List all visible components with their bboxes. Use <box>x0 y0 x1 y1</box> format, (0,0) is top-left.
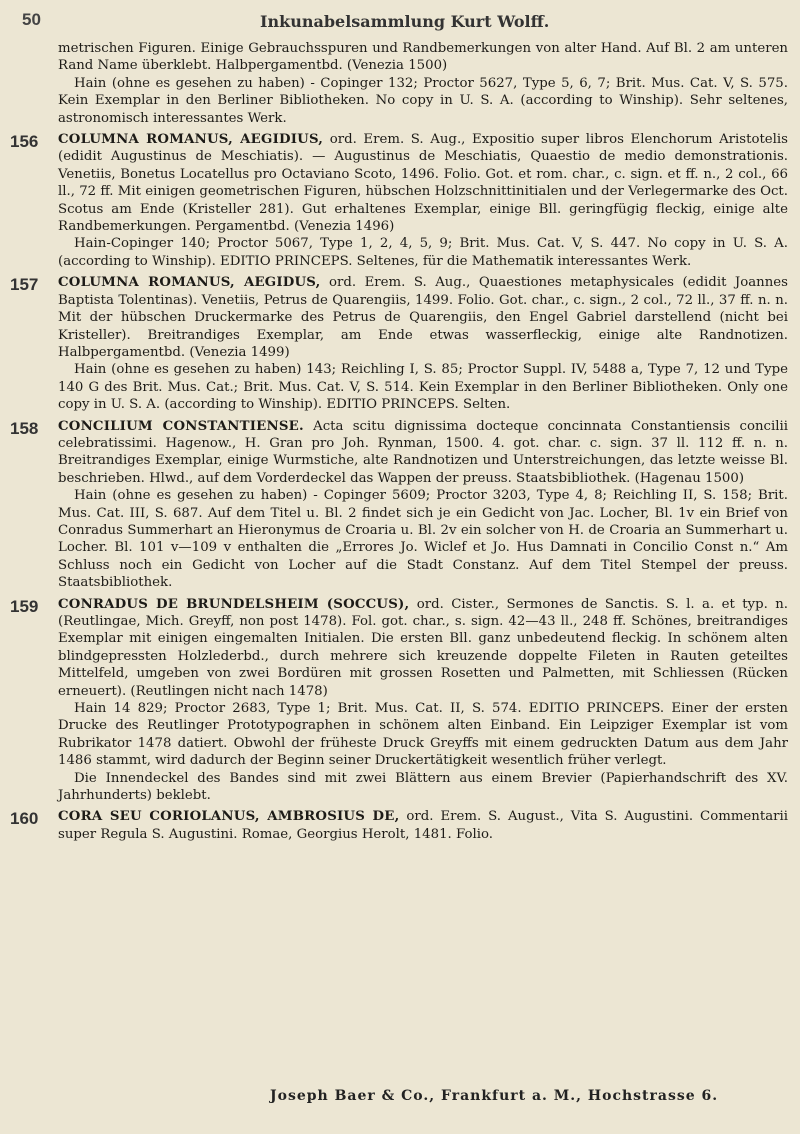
catalog-entry-158 <box>0 418 800 592</box>
entry-paragraph <box>58 131 788 235</box>
entry-paragraph: Hain (ohne es gesehen zu haben) - Copinger 132; Proctor 5627, Type 5, 6, 7; Brit. Mus. Cat. V, S. 575. Kein Exemplar in den Berliner Bibliotheken. No copy in U. S. A. (according to Winship). Sehr seltenes, astronomisch interessantes Werk. <box>58 75 788 126</box>
entry-heading: CORA SEU CORIOLANUS, AMBROSIUS DE, <box>58 809 400 825</box>
entry-paragraph <box>58 418 788 488</box>
entry-text <box>58 40 788 127</box>
entry-paragraph: Die Innendeckel des Bandes sind mit zwei Blättern aus einem Brevier (Papierhandschrift des XV. Jahrhunderts) beklebt. <box>58 770 788 804</box>
entry-description: ord. Erem. S. Aug., Quaestiones metaphysicales (edidit Joannes Baptista Tolentinas). Venetiis, Petrus de Quarengiis, 1499. Folio. Got. char., c. sign., 2 col., 72 ll., 37 ff. n. n. Mit der hübschen Druckermarke des Petrus de Quarengiis, den Engel Gabriel darstellend (nicht bei Kristeller). Breitrandiges Exemplar, am Ende etwas wasserfleckig, einige alte Randnotizen. Halbpergamentbd. (Venezia 1499) <box>58 275 788 360</box>
entry-heading: COLUMNA ROMANUS, AEGIDIUS, <box>58 132 324 148</box>
entry-description: ord. Erem. S. August., Vita S. Augustini. Commentarii super Regula S. Augustini. Romae, Georgius Herolt, 1481. Folio. <box>58 809 788 842</box>
lot-number: 157 <box>10 275 39 295</box>
entry-paragraph <box>58 808 788 843</box>
publisher-footer: Joseph Baer & Co., Frankfurt a. M., Hochstrasse 6. <box>270 1088 719 1104</box>
entry-heading: CONRADUS DE BRUNDELSHEIM (SOCCUS), <box>58 596 410 612</box>
entry-description: Acta scitu dignissima docteque concinnata Constantiensis concilii celebratissimi. Hagenow., H. Gran pro Joh. Rynman, 1500. 4. got. char. c. sign. 37 ll. 112 ff. n. n. Breitrandiges Exemplar, einige Wurmstiche, alte Randnotizen und Unterstreichungen, das letzte weisse Bl. beschrieben. Hlwd., auf dem Vorderdeckel das Wappen der preuss. Staatsbibliothek. (Hagenau 1500) <box>58 418 788 486</box>
lot-number: 159 <box>10 596 39 616</box>
entry-text <box>58 274 788 413</box>
entry-heading: COLUMNA ROMANUS, AEGIDUS, <box>58 275 321 291</box>
catalog-entry-156 <box>0 131 800 270</box>
lot-number: 160 <box>10 809 39 829</box>
entry-text <box>58 808 788 843</box>
entry-paragraph: Hain (ohne es gesehen zu haben) 143; Reichling I, S. 85; Proctor Suppl. IV, 5488 a, Type 7, 12 und Type 140 G des Brit. Mus. Cat.; Brit. Mus. Cat. V, S. 514. Kein Exemplar in den Berliner Bibliotheken. Only one copy in U. S. A. (according to Winship). EDITIO PRINCEPS. Selten. <box>58 362 788 413</box>
entry-paragraph: Hain-Copinger 140; Proctor 5067, Type 1, 2, 4, 5, 9; Brit. Mus. Cat. V, S. 447. No copy in U. S. A. (according to Winship). EDITIO PRINCEPS. Seltenes, für die Mathematik interessantes Werk. <box>58 236 788 269</box>
entry-text <box>58 596 788 805</box>
entry-paragraph <box>58 596 788 700</box>
entry-description: ord. Cister., Sermones de Sanctis. S. l. a. et typ. n. (Reutlingae, Mich. Greyff, non post 1478). Fol. got. char., s. sign. 42—43 ll., 248 ff. Schönes, breitrandiges Exemplar mit einigen eingemalten Initialen. Die ersten Bll. ganz unbedeutend fleckig. In schönem alten blindgepressten Holzlederbd., durch mehrere sich kreuzende doppelte Fileten in Rauten geteiltes Mittelfeld, umgeben von zwei Bordüren mit grossen Rosetten und Palmetten, mit Schliessen (Rücken erneuert). (Reutlingen nicht nach 1478) <box>58 596 788 699</box>
catalog-entry-160 <box>0 808 800 843</box>
entry-paragraph: Hain (ohne es gesehen zu haben) - Copinger 5609; Proctor 3203, Type 4, 8; Reichling II, S. 158; Brit. Mus. Cat. III, S. 687. Auf dem Titel u. Bl. 2 findet sich je ein Gedicht von Jac. Locher, Bl. 1v ein Brief von Conradus Summerhart an Hieronymus de Croaria u. Bl. 2v ein solcher von H. de Croaria an Summerhart u. Locher. Bl. 101 v—109 v enthalten die „Errores Jo. Wiclef et Jo. Hus Damnati in Concilio Const n.“ Am Schluss noch ein Gedicht von Locher auf die Stadt Constanz. Auf dem Titel Stempel der preuss. Staatsbibliothek. <box>58 488 788 591</box>
entry-text <box>58 418 788 592</box>
entry-description: ord. Erem. S. Aug., Expositio super libros Elenchorum Aristotelis (edidit Augustinus de Meschiatis). — Augustinus de Meschiatis, Quaestio de medio demonstrationis. Venetiis, Bonetus Locatellus pro Octaviano Scoto, 1496. Folio. Got. et rom. char., c. sign. et ff. n., 2 col., 66 ll., 72 ff. Mit einigen geometrischen Figuren, hübschen Holzschnittinitialen und der Verlegermarke des Oct. Scotus am Ende (Kristeller 281). Gut erhaltenes Exemplar, einige Bll. geringfügig fleckig, einige alte Randbemerkungen. Pergamentbd. (Venezia 1496) <box>58 132 789 235</box>
lot-number: 156 <box>10 132 39 152</box>
catalog-entry-157 <box>0 274 800 413</box>
page-number: 50 <box>22 10 41 29</box>
entry-paragraph: metrischen Figuren. Einige Gebrauchsspuren und Randbemerkungen von alter Hand. Auf Bl. 2 am unteren Rand Name überklebt. Halbpergamentbd. (Venezia 1500) <box>58 41 788 74</box>
entry-heading: CONCILIUM CONSTANTIENSE. <box>58 418 304 434</box>
running-head: Inkunabelsammlung Kurt Wolff. <box>260 12 550 31</box>
lot-number: 158 <box>10 418 39 438</box>
continuation-entry <box>0 40 800 127</box>
page-body <box>0 40 800 847</box>
entry-paragraph <box>58 274 788 361</box>
entry-paragraph: Hain 14 829; Proctor 2683, Type 1; Brit. Mus. Cat. II, S. 574. EDITIO PRINCEPS. Einer der ersten Drucke des Reutlinger Prototypographen in schönem alten Einband. Ein Leipziger Exemplar ist vom Rubrikator 1478 datiert. Obwohl der früheste Druck Greyffs mit einem gedruckten Datum aus dem Jahr 1486 stammt, wird dadurch der Beginn seiner Druckertätigkeit wesentlich früher verlegt. <box>58 701 788 769</box>
entry-text <box>58 131 788 270</box>
catalog-entry-159 <box>0 596 800 805</box>
page-header <box>0 10 800 40</box>
